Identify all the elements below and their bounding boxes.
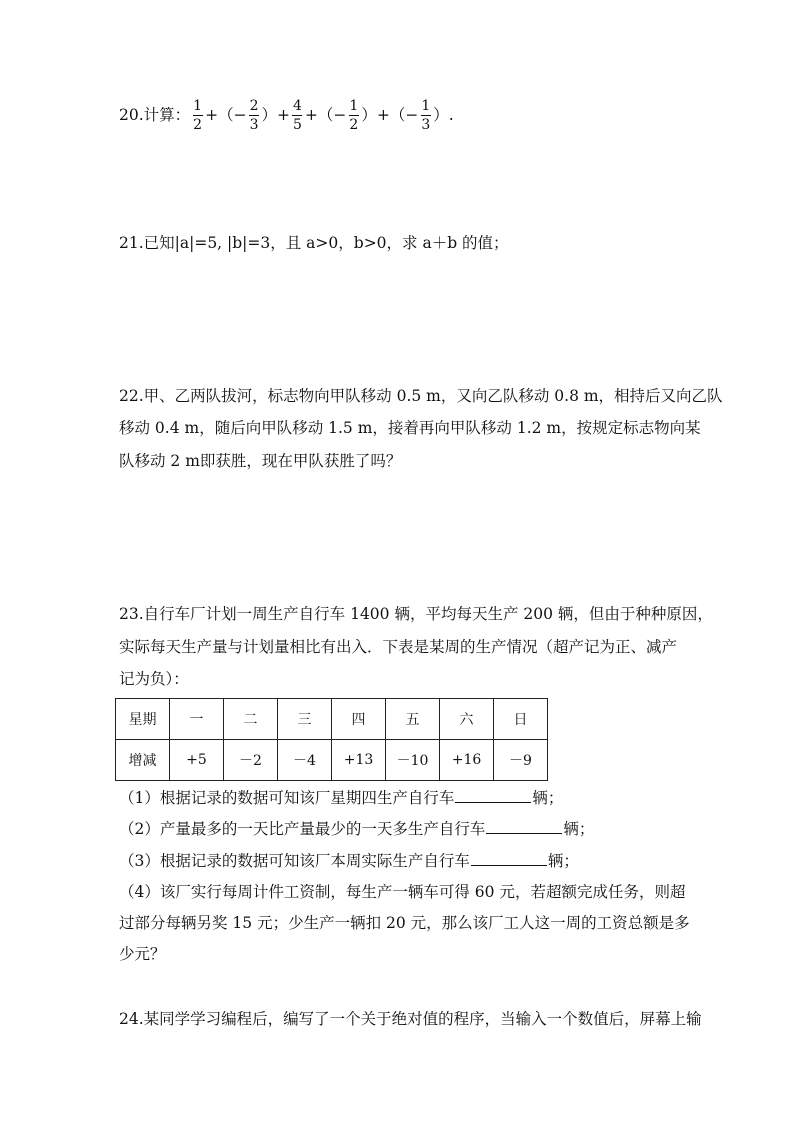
fraction (249, 98, 260, 133)
fraction-bar (292, 115, 302, 116)
fraction-numerator: 4 (293, 98, 302, 114)
answer-blank[interactable] (486, 832, 562, 834)
table-cell: +16 (440, 740, 494, 781)
table-cell: +13 (332, 740, 386, 781)
question-22-line-1: 22.甲、乙两队拔河，标志物向甲队移动 0.5 m，又向乙队移动 0.8 m，相持后又向乙队 (119, 387, 723, 405)
table-row (116, 699, 548, 740)
question-21: 21.已知|a|=5, |b|=3，且 a>0，b>0，求 a＋b 的值； (119, 234, 509, 252)
question-23-line-3: 记为负）： (119, 670, 189, 688)
question-23-sub-4-line-2: 过部分每辆另奖 15 元；少生产一辆扣 20 元，那么该厂工人这一周的工资总额是多 (119, 914, 690, 932)
table-header-cell: 增减 (116, 740, 170, 781)
operator: + (277, 105, 290, 124)
fraction-numerator: 1 (349, 98, 359, 114)
operator: +（− (304, 105, 347, 124)
fraction-denominator: 2 (193, 117, 203, 134)
table-cell: 日 (494, 699, 548, 740)
fraction (420, 98, 431, 133)
sub-question-text: （2）产量最多的一天比产量最少的一天多生产自行车 (119, 820, 486, 838)
fraction-numerator: 1 (193, 98, 203, 114)
question-23-line-1: 23.自行车厂计划一周生产自行车 1400 辆，平均每天生产 200 辆，但由于种种原因， (119, 605, 713, 623)
fraction-denominator: 5 (293, 117, 302, 134)
answer-blank[interactable] (455, 801, 531, 803)
table-cell: 二 (224, 699, 278, 740)
fraction-numerator: 2 (249, 98, 259, 114)
table-cell: +5 (170, 740, 224, 781)
fraction-denominator: 2 (349, 117, 359, 134)
question-20 (119, 98, 454, 133)
table-cell: －9 (494, 740, 548, 781)
table-cell: 三 (278, 699, 332, 740)
fraction-denominator: 3 (249, 117, 259, 134)
fraction-bar (193, 115, 203, 116)
table-row (116, 740, 548, 781)
fraction (192, 98, 203, 133)
table-cell: 四 (332, 699, 386, 740)
answer-blank[interactable] (471, 864, 547, 866)
operator: +（− (205, 105, 247, 124)
question-23-sub-1 (119, 791, 563, 807)
operator: +（− (376, 105, 419, 124)
fraction-denominator: 3 (421, 117, 431, 134)
sub-question-text: （1）根据记录的数据可知该厂星期四生产自行车 (119, 789, 455, 807)
table-header-cell: 星期 (116, 699, 170, 740)
question-23-sub-3 (119, 854, 579, 870)
fraction (348, 98, 359, 133)
sub-question-unit: 辆； (547, 852, 579, 870)
question-23-sub-4-line-3: 少元？ (119, 945, 166, 963)
fraction-bar (349, 115, 359, 116)
question-23-sub-4-line-1: （4）该厂实行每周计件工资制，每生产一辆车可得 60 元，若超额完成任务，则超 (119, 883, 686, 901)
operator: ） (261, 105, 277, 124)
table-cell: －2 (224, 740, 278, 781)
table-cell: 六 (440, 699, 494, 740)
fraction (292, 98, 303, 133)
sub-question-unit: 辆； (563, 820, 595, 838)
question-22-line-2: 移动 0.4 m，随后向甲队移动 1.5 m，接着再向甲队移动 1.2 m，按规定标志物向某 (119, 419, 701, 437)
production-table (115, 698, 548, 781)
q20-prefix: 20.计算： (119, 105, 191, 124)
fraction-bar (421, 115, 431, 116)
operator: ）. (433, 105, 454, 124)
sub-question-unit: 辆； (532, 789, 564, 807)
table-cell: －10 (386, 740, 440, 781)
table-cell: 五 (386, 699, 440, 740)
question-24: 24.某同学学习编程后，编写了一个关于绝对值的程序，当输入一个数值后，屏幕上输 (119, 1010, 702, 1028)
fraction-numerator: 1 (421, 98, 431, 114)
question-22-line-3: 队移动 2 m即获胜，现在甲队获胜了吗？ (119, 452, 402, 470)
fraction-bar (249, 115, 259, 116)
question-23-line-2: 实际每天生产量与计划量相比有出入．下表是某周的生产情况（超产记为正、减产 (119, 638, 678, 656)
question-23-sub-2 (119, 822, 594, 838)
table-cell: －4 (278, 740, 332, 781)
operator: ） (361, 105, 377, 124)
table-cell: 一 (170, 699, 224, 740)
sub-question-text: （3）根据记录的数据可知该厂本周实际生产自行车 (119, 852, 470, 870)
